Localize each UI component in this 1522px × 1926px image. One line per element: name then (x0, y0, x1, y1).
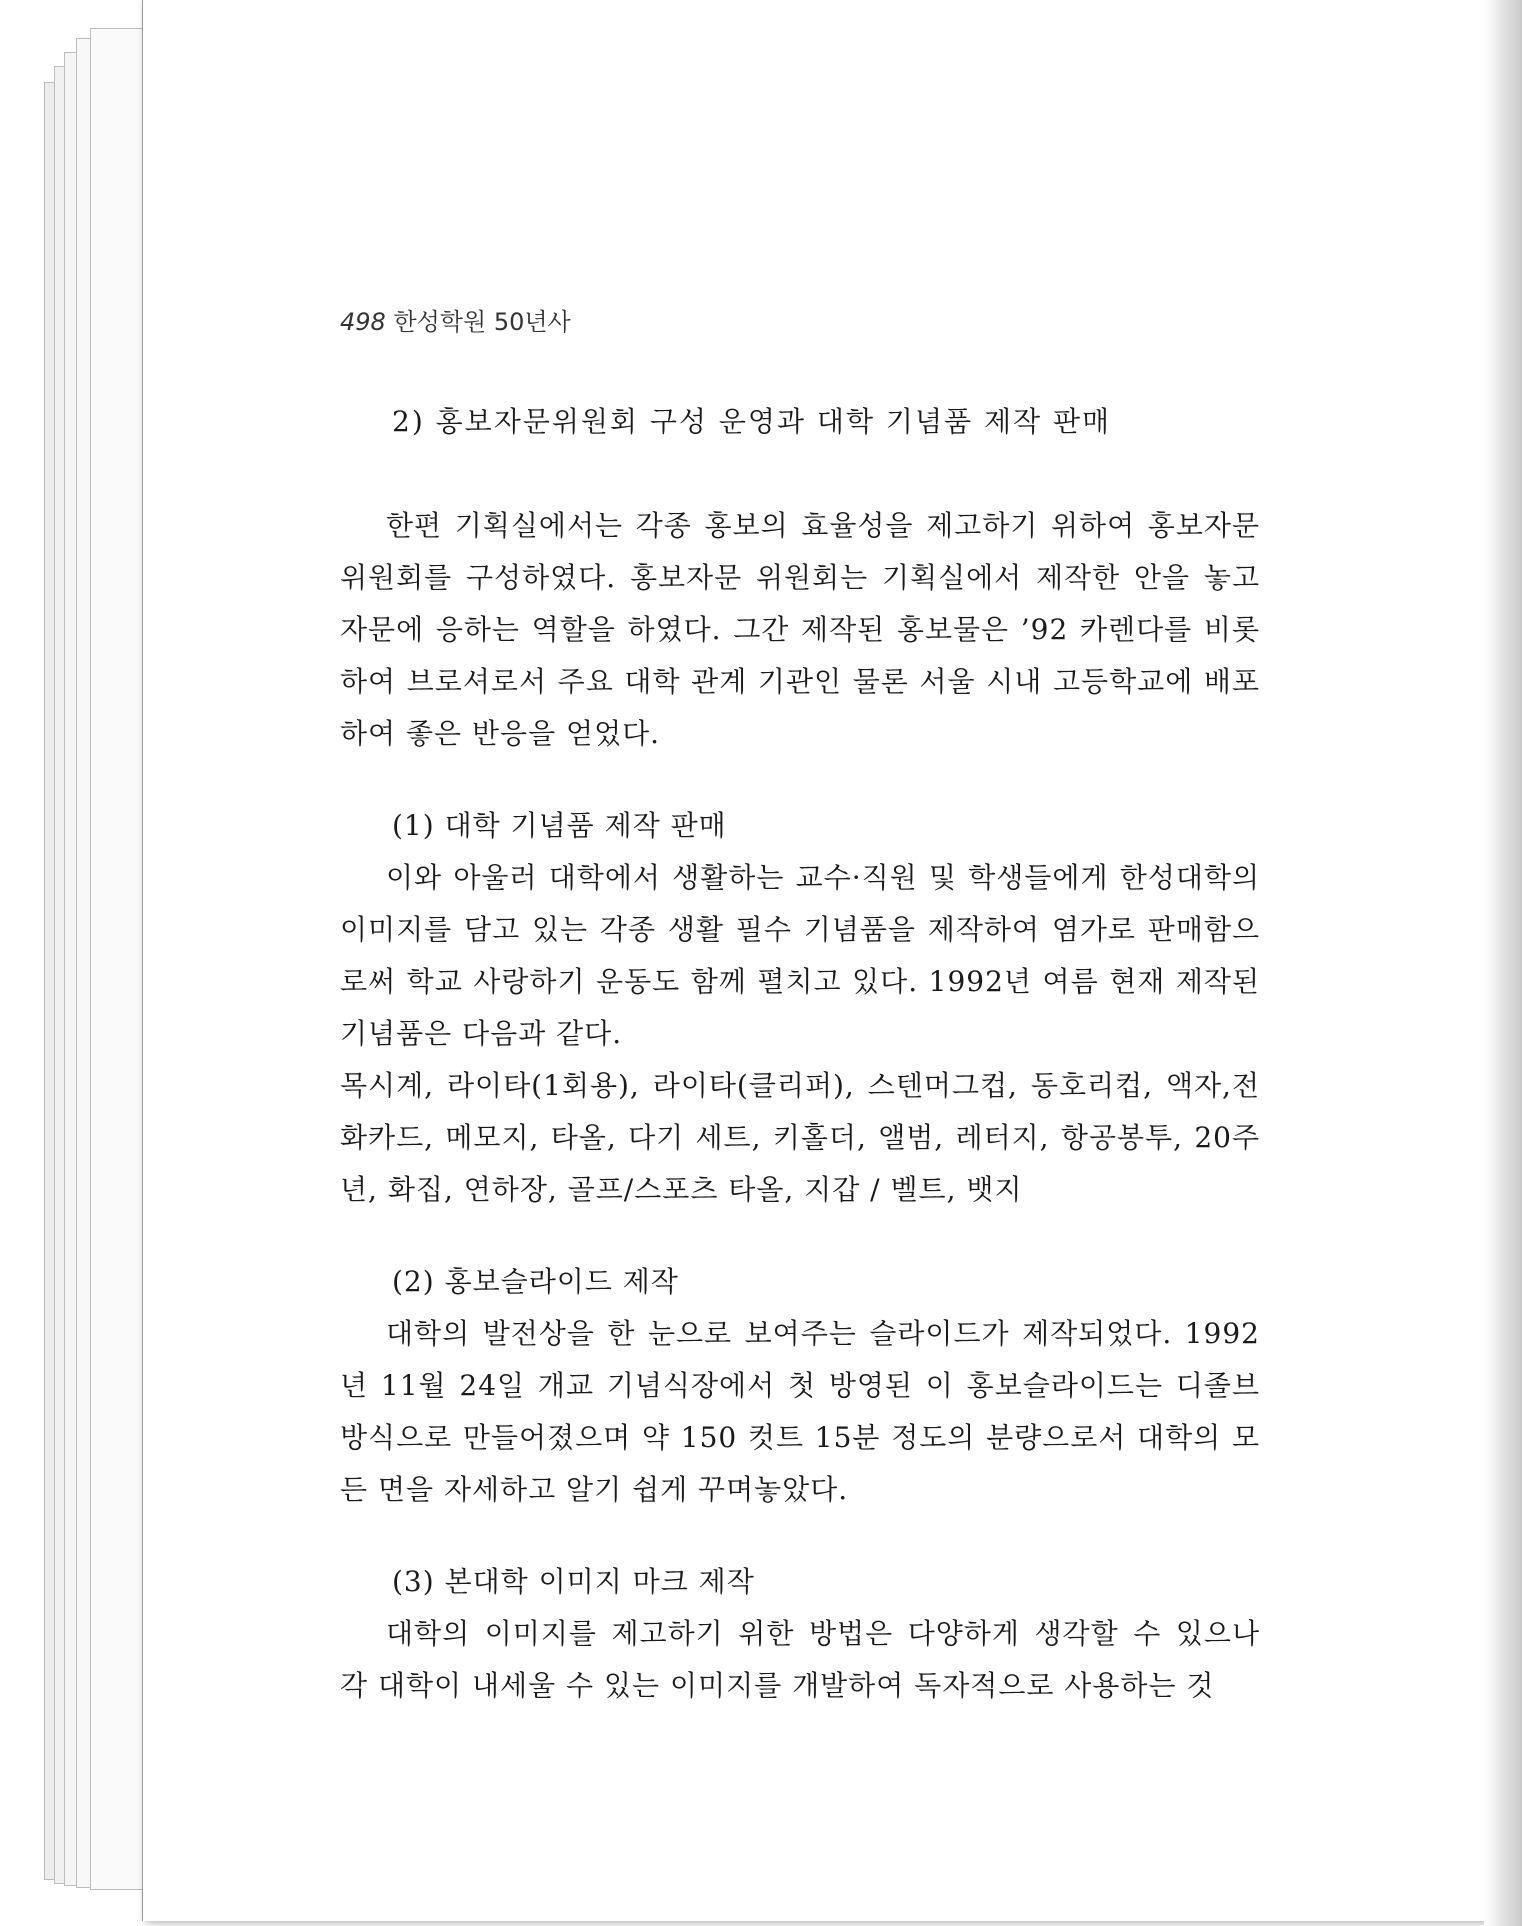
page-content (340, 396, 1260, 1712)
book-title: 한성학원 50년사 (393, 308, 571, 336)
running-header (340, 302, 571, 337)
souvenir-list: 목시계, 라이타(1회용), 라이타(클리퍼), 스텐머그컵, 동호리컵, 액자,전화카드, 메모지, 타올, 다기 세트, 키홀더, 앨범, 레터지, 항공봉투, 20주년, 화집, 연하장, 골프/스포츠 타올, 지갑 / 벨트, 뱃지 (340, 1069, 1260, 1206)
subsection-title: (2) 홍보슬라이드 제작 (392, 1265, 679, 1298)
section-intro-paragraph: 한편 기획실에서는 각종 홍보의 효율성을 제고하기 위하여 홍보자문위원회를 구성하였다. 홍보자문 위원회는 기획실에서 제작한 안을 놓고 자문에 응하는 역할을 하였다. 그간 제작된 홍보물은 ’92 카렌다를 비롯하여 브로셔로서 주요 대학 관계 기관인 물론 서울 시내 고등학교에 배포하여 좋은 반응을 얻었다. (340, 509, 1260, 750)
page-shadow (1484, 0, 1522, 1926)
page-number: 498 (340, 308, 386, 336)
subsection-title: (1) 대학 기념품 제작 판매 (392, 809, 727, 842)
subsection-body: 대학의 이미지를 제고하기 위한 방법은 다양하게 생각할 수 있으나 각 대학이 내세울 수 있는 이미지를 개발하여 독자적으로 사용하는 것 (340, 1617, 1260, 1702)
section-title: 2) 홍보자문위원회 구성 운영과 대학 기념품 제작 판매 (392, 405, 1112, 438)
subsection-body: 이와 아울러 대학에서 생활하는 교수·직원 및 학생들에게 한성대학의 이미지를 담고 있는 각종 생활 필수 기념품을 제작하여 염가로 판매함으로써 학교 사랑하기 운동도 함께 펼치고 있다. 1992년 여름 현재 제작된 기념품은 다음과 같다. (340, 861, 1260, 1050)
subsection-title: (3) 본대학 이미지 마크 제작 (392, 1565, 755, 1598)
subsection-body: 대학의 발전상을 한 눈으로 보여주는 슬라이드가 제작되었다. 1992년 11월 24일 개교 기념식장에서 첫 방영된 이 홍보슬라이드는 디졸브 방식으로 만들어졌으며 약 150 컷트 15분 정도의 분량으로서 대학의 모든 면을 자세하고 알기 쉽게 꾸며놓았다. (340, 1317, 1260, 1506)
